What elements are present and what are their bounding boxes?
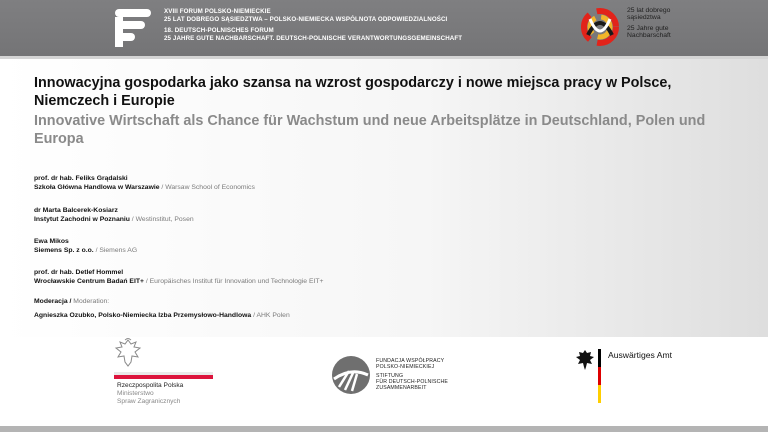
moderator bbox=[34, 311, 290, 320]
moderation-label-de: Moderation: bbox=[71, 298, 110, 305]
forum-logo-icon bbox=[115, 9, 151, 47]
fwpn-line-1: FUNDACJA WSPÓŁPRACY bbox=[376, 358, 445, 364]
forum-line-de-1: 18. DEUTSCH-POLNISCHES FORUM bbox=[164, 27, 274, 35]
mfa-line-2: Ministerstwo bbox=[117, 390, 154, 397]
speaker-org-en: / Siemens AG bbox=[93, 247, 138, 255]
anniversary-knot-icon bbox=[578, 5, 622, 49]
mfa-line-1: Rzeczpospolita Polska bbox=[117, 382, 184, 389]
speaker-org-en: / Warsaw School of Economics bbox=[159, 184, 255, 192]
forum-line-pl-2: 25 LAT DOBREGO SĄSIEDZTWA – POLSKO-NIEMIECKA WSPÓLNOTA ODPOWIEDZIALNOŚCI bbox=[164, 15, 448, 23]
forum-line-pl-1: XVIII FORUM POLSKO-NIEMIECKIE bbox=[164, 8, 271, 15]
german-eagle-icon bbox=[575, 349, 595, 371]
header-band bbox=[0, 0, 768, 56]
speaker-1 bbox=[34, 174, 255, 193]
german-flag-bar bbox=[598, 349, 601, 403]
fwpn-line-5: ZUSAMMENARBEIT bbox=[376, 385, 427, 392]
speaker-name: prof. dr hab. Detlef Hommel bbox=[34, 269, 124, 276]
moderation-label-pl: Moderacja / bbox=[34, 298, 72, 305]
polish-eagle-icon bbox=[114, 338, 142, 368]
session-title-pl: Innowacyjna gospodarka jako szansa na wzrost gospodarczy i nowe miejsca pracy w Polsce, Niemczech i Europie bbox=[34, 75, 672, 109]
anniversary-line-2: sąsiedztwa bbox=[627, 14, 661, 22]
anniversary-text bbox=[627, 7, 671, 40]
anniversary-line-4: Nachbarschaft bbox=[627, 32, 671, 40]
speaker-org: Szkoła Główna Handlowa w Warszawie bbox=[34, 184, 160, 192]
speaker-4 bbox=[34, 268, 324, 287]
speaker-org-en: / Europäisches Institut für Innovation und Technologie EIT+ bbox=[143, 278, 324, 286]
speaker-name: dr Marta Balcerek-Kosiarz bbox=[34, 207, 118, 214]
fwpn-text bbox=[376, 358, 448, 391]
polish-flag-bar bbox=[114, 372, 213, 379]
speaker-name: Ewa Mikos bbox=[34, 238, 69, 245]
fwpn-line-4: FÜR DEUTSCH-POLNISCHE bbox=[376, 379, 449, 386]
moderator-name: Agnieszka Ozubko, Polsko-Niemiecka Izba Przemysłowo-Handlowa bbox=[34, 312, 252, 319]
moderator-org-de: / AHK Polen bbox=[251, 312, 290, 319]
fwpn-line-3: STIFTUNG bbox=[376, 373, 404, 380]
speaker-org: Wrocławskie Centrum Badań EIT+ bbox=[34, 278, 144, 286]
session-title-de: Innovative Wirtschaft als Chance für Wachstum und neue Arbeitsplätze in Deutschland, Polen und Europa bbox=[34, 113, 706, 147]
forum-title bbox=[164, 8, 462, 42]
speaker-2 bbox=[34, 206, 194, 225]
speaker-org-en: / Westinstitut, Posen bbox=[129, 216, 194, 224]
auswaertiges-amt-label: Auswärtiges Amt bbox=[608, 350, 672, 360]
forum-line-de-2: 25 JAHRE GUTE NACHBARSCHAFT. DEUTSCH-POLNISCHE VERANTWORTUNGSGEMEINSCHAFT bbox=[164, 34, 463, 42]
moderation-label bbox=[34, 297, 109, 306]
anniversary-line-1: 25 lat dobrego bbox=[627, 7, 671, 14]
speaker-org: Instytut Zachodni w Poznaniu bbox=[34, 216, 130, 224]
speaker-org: Siemens Sp. z o.o. bbox=[34, 247, 94, 255]
fwpn-logo-icon bbox=[331, 355, 371, 395]
anniversary-line-3: 25 Jahre gute bbox=[627, 24, 669, 32]
speaker-name: prof. dr hab. Feliks Grądalski bbox=[34, 175, 128, 182]
speaker-3 bbox=[34, 237, 137, 256]
bottom-bar bbox=[0, 426, 768, 432]
fwpn-line-2: POLSKO-NIEMIECKIEJ bbox=[376, 364, 435, 371]
mfa-poland-text bbox=[117, 382, 183, 406]
mfa-line-3: Spraw Zagranicznych bbox=[117, 398, 181, 405]
